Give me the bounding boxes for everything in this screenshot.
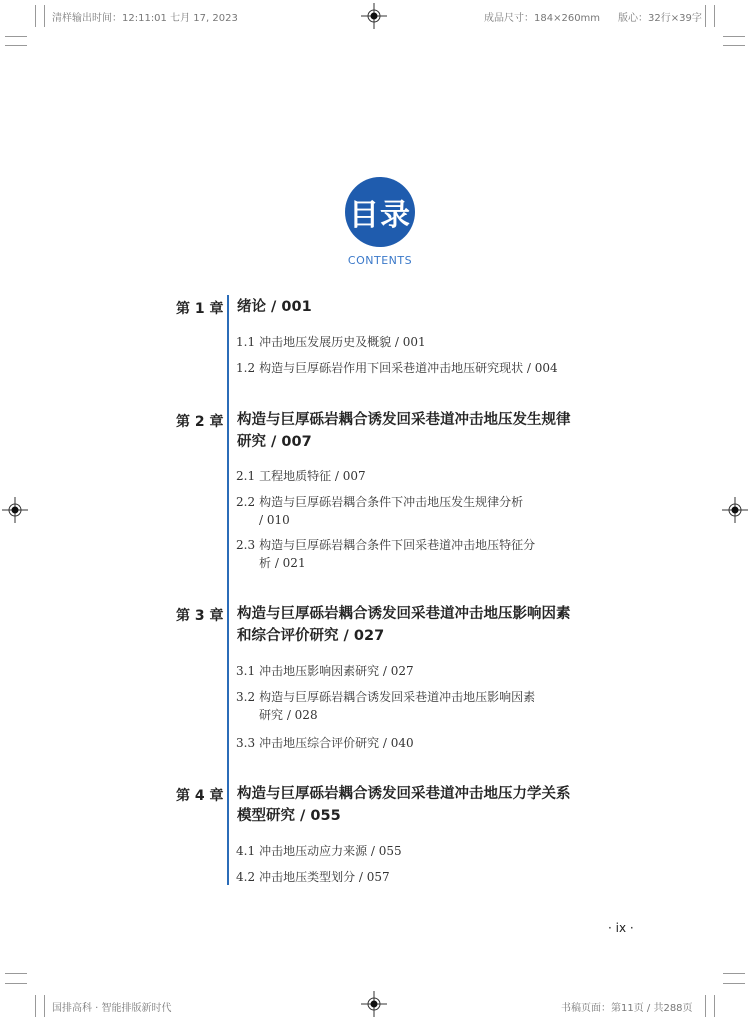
crop-mark [44, 5, 45, 27]
section-number: 1.1 [236, 335, 256, 349]
crop-mark [705, 995, 706, 1017]
page-number: · ix · [608, 921, 634, 935]
section-entry[interactable] [236, 467, 596, 485]
section-entry[interactable] [236, 734, 596, 752]
chapter-title-line: 模型研究 / 055 [237, 808, 341, 824]
section-title-line: 构造与巨厚砾岩耦合条件下冲击地压发生规律分析 [259, 495, 524, 509]
chapter-number: 第 2 章 [176, 414, 224, 430]
toc-title: 目录 [349, 198, 411, 233]
section-title-line: 冲击地压类型划分 / 057 [259, 870, 390, 884]
crop-mark [705, 5, 706, 27]
chapter-number: 第 1 章 [176, 301, 224, 317]
crop-mark [723, 45, 745, 46]
section-entry[interactable] [236, 842, 596, 860]
crop-mark [5, 36, 27, 37]
registration-mark-icon [2, 497, 28, 523]
toc-title-badge [345, 177, 415, 247]
chapter-number: 第 3 章 [176, 608, 224, 624]
chapter-number: 第 4 章 [176, 788, 224, 804]
section-number: 3.3 [236, 736, 256, 750]
section-number: 2.1 [236, 469, 256, 483]
section-number: 3.2 [236, 690, 256, 704]
chapter-title-line: 研究 / 007 [237, 434, 312, 450]
chapter-title[interactable] [237, 783, 597, 827]
registration-mark-icon [361, 991, 387, 1017]
section-number: 3.1 [236, 664, 256, 678]
header-trim-size: 成品尺寸：184×260mm [484, 13, 601, 24]
section-title-line: 构造与巨厚砾岩耦合诱发回采巷道冲击地压影响因素 [259, 690, 536, 704]
section-number: 2.3 [236, 538, 256, 552]
section-title-line: 冲击地压影响因素研究 / 027 [259, 664, 414, 678]
chapter-title-line: 和综合评价研究 / 027 [237, 628, 385, 644]
section-entry[interactable] [236, 868, 596, 886]
chapter-title[interactable] [237, 296, 597, 318]
crop-mark [723, 36, 745, 37]
toc-subtitle: CONTENTS [347, 254, 413, 267]
registration-mark-icon [361, 3, 387, 29]
chapter-title[interactable] [237, 603, 597, 647]
section-number: 2.2 [236, 495, 256, 509]
section-title-line: 析 / 021 [259, 556, 306, 570]
section-entry[interactable] [236, 493, 596, 529]
section-entry[interactable] [236, 333, 596, 351]
section-number: 4.1 [236, 844, 256, 858]
crop-mark [35, 5, 36, 27]
crop-mark [35, 995, 36, 1017]
header-type-area: 版心：32行×39字 [618, 13, 702, 24]
header-output-time: 清样输出时间：12:11:01 七月 17, 2023 [52, 13, 238, 24]
chapter-title-line: 构造与巨厚砾岩耦合诱发回采巷道冲击地压影响因素 [237, 606, 571, 622]
chapter-title-line: 构造与巨厚砾岩耦合诱发回采巷道冲击地压力学关系 [237, 786, 571, 802]
section-number: 1.2 [236, 361, 256, 375]
section-title-line: 冲击地压综合评价研究 / 040 [259, 736, 414, 750]
section-entry[interactable] [236, 688, 596, 724]
section-title-line: 研究 / 028 [259, 708, 318, 722]
chapter-title-line: 构造与巨厚砾岩耦合诱发回采巷道冲击地压发生规律 [237, 412, 571, 428]
section-entry[interactable] [236, 359, 596, 377]
crop-mark [5, 983, 27, 984]
footer-slogan: 国排高科 · 智能排版新时代 [52, 1003, 172, 1014]
chapter-title-line: 绪论 / 001 [237, 299, 312, 315]
crop-mark [5, 973, 27, 974]
chapter-title[interactable] [237, 409, 597, 453]
crop-mark [723, 973, 745, 974]
toc-vertical-rule [227, 295, 229, 885]
section-title-line: 构造与巨厚砾岩耦合条件下回采巷道冲击地压特征分 [259, 538, 536, 552]
crop-mark [714, 5, 715, 27]
footer-page-info: 书稿页面：第11页 / 共288页 [561, 1003, 693, 1014]
section-title-line: 构造与巨厚砾岩作用下回采巷道冲击地压研究现状 / 004 [259, 361, 558, 375]
section-title-line: 工程地质特征 / 007 [259, 469, 366, 483]
crop-mark [723, 983, 745, 984]
registration-mark-icon [722, 497, 748, 523]
section-number: 4.2 [236, 870, 256, 884]
section-title-line: 冲击地压动应力来源 / 055 [259, 844, 402, 858]
crop-mark [5, 45, 27, 46]
section-title-line: / 010 [259, 513, 290, 527]
section-entry[interactable] [236, 536, 596, 572]
section-title-line: 冲击地压发展历史及概貌 / 001 [259, 335, 426, 349]
section-entry[interactable] [236, 662, 596, 680]
crop-mark [44, 995, 45, 1017]
crop-mark [714, 995, 715, 1017]
